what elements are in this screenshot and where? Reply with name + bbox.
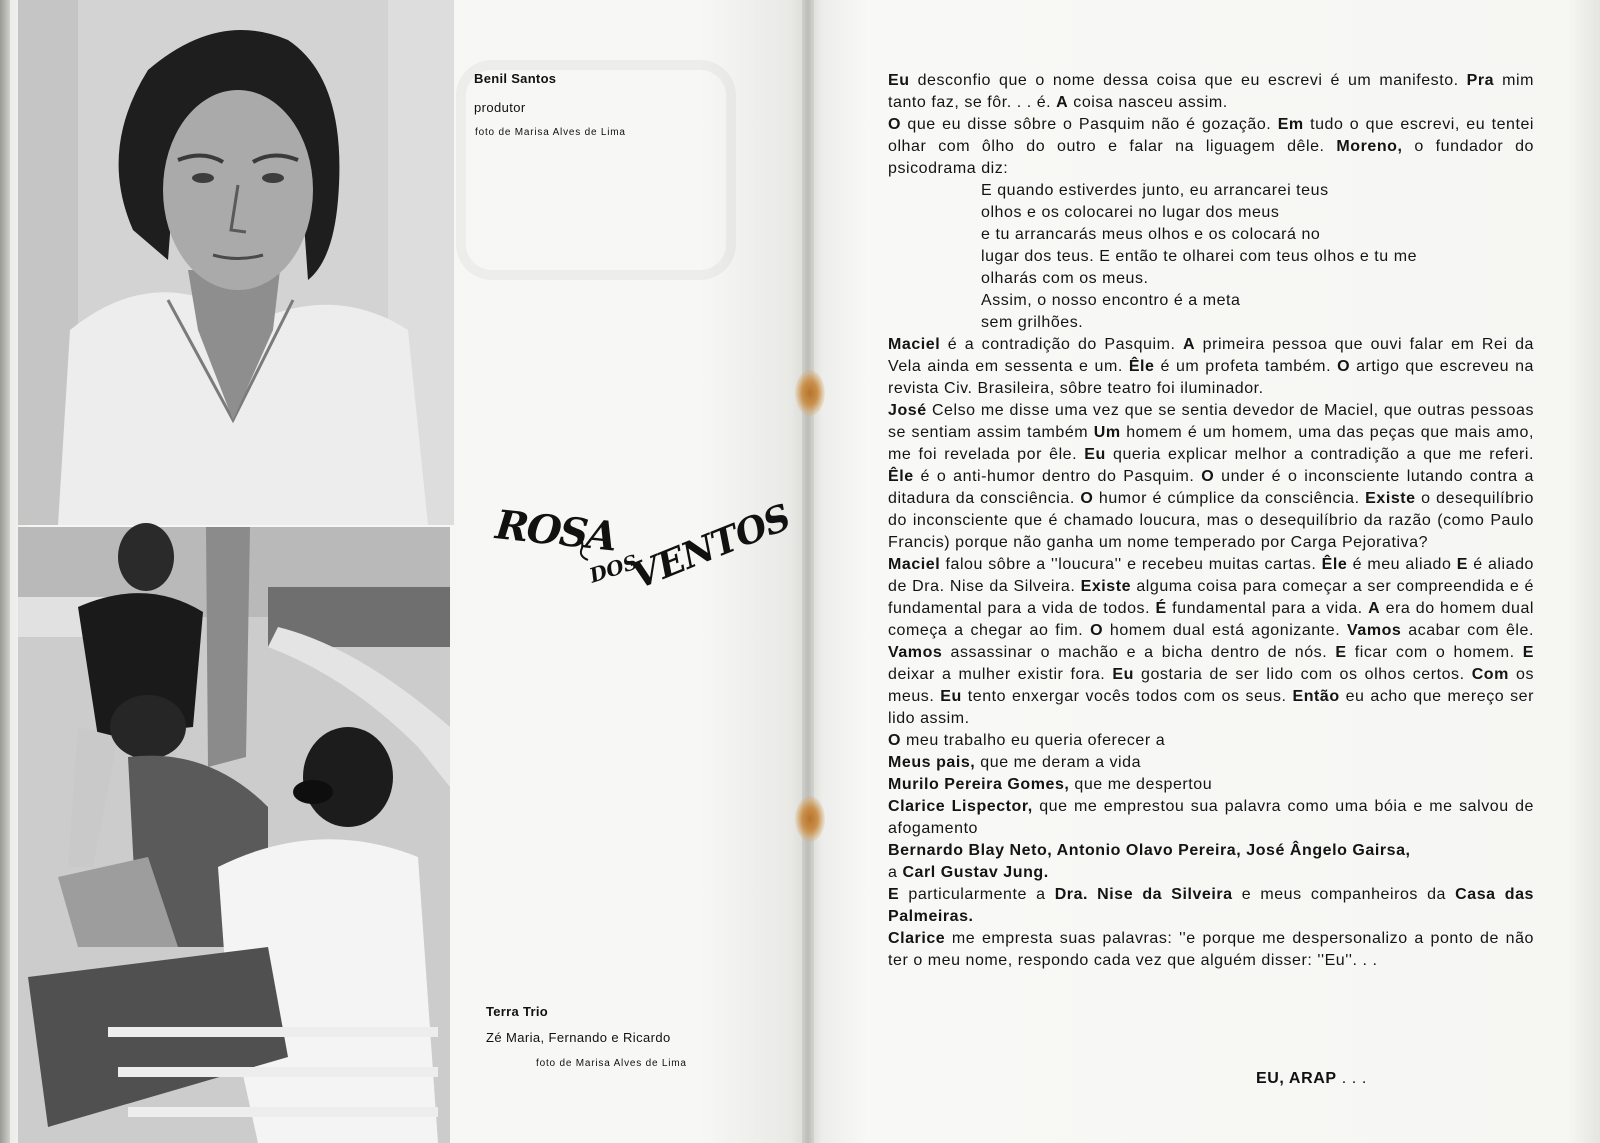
bold-run: Moreno, xyxy=(1336,138,1403,155)
bold-run: Maciel xyxy=(888,556,941,573)
photo-credit-bottom: foto de Marisa Alves de Lima xyxy=(536,1058,687,1069)
bold-run: Carl Gustav Jung. xyxy=(902,864,1049,881)
text-run: Celso me disse uma vez que se sentia devedor de Maciel, que outras pessoas se sentiam assim também xyxy=(888,402,1534,441)
bold-run: Êle xyxy=(888,468,914,485)
text-run: fundamental para a vida. xyxy=(1166,600,1369,617)
bold-run: É xyxy=(1155,600,1167,617)
group-photo xyxy=(18,527,450,1143)
text-run: gostaria de ser lido com os olhos certos. xyxy=(1133,666,1472,683)
text-run: particularmente a xyxy=(899,886,1055,903)
dedication-line xyxy=(888,774,1534,796)
text-run: under é o inconsciente lutando contra a ditadura da consciência. xyxy=(888,468,1534,507)
dedication-line xyxy=(888,862,1534,884)
text-run: queria explicar melhor a contradição a que me referi. xyxy=(1105,446,1534,463)
portrait-photo xyxy=(18,0,454,525)
text-run: ficar com o homem. xyxy=(1346,644,1523,661)
bold-run: Êle xyxy=(1128,358,1155,375)
bold-run: Clarice Lispector, xyxy=(888,798,1033,815)
text-run: artigo que escreveu na revista Civ. Brasileira, sôbre teatro foi iluminador. xyxy=(888,358,1534,397)
text-run: primeira pessoa que ouvi falar em Rei da Vela ainda em sessenta e um. xyxy=(888,336,1534,375)
caption-name-terra-trio: Terra Trio xyxy=(486,1004,549,1019)
logo-word-dos: DOS xyxy=(586,549,641,588)
book-gutter xyxy=(802,0,814,1143)
text-run: deixar a mulher existir fora. xyxy=(888,666,1113,683)
bold-run: Eu xyxy=(940,688,962,705)
bold-run: E xyxy=(1456,556,1468,573)
bold-run: Um xyxy=(1093,424,1121,441)
text-run: humor é cúmplice da consciência. xyxy=(1093,490,1366,507)
text-run: alguma coisa para começar a ser compreendida e é fundamental para a vida de todos. xyxy=(888,578,1534,617)
text-run: e meus companheiros da xyxy=(1232,886,1456,903)
bold-run: Com xyxy=(1471,666,1509,683)
bold-run: Existe xyxy=(1080,578,1132,595)
text-run: me empresta suas palavras: ''e porque me despersonalizo a ponto de não ter o meu nome, respondo cada vez que alguém disser: ''Eu''. . . xyxy=(888,930,1534,969)
text-run: o fundador do psicodrama diz: xyxy=(888,138,1535,177)
bold-run: Eu xyxy=(888,72,910,89)
bold-run: Murilo Pereira Gomes, xyxy=(888,776,1070,793)
bold-run: Então xyxy=(1292,688,1340,705)
text-run: que eu disse sôbre o Pasquim não é gozação. xyxy=(901,116,1278,133)
bold-run: E xyxy=(888,886,900,903)
text-run: tento enxergar vocês todos com os seus. xyxy=(961,688,1293,705)
bold-run: José xyxy=(888,402,927,419)
text-run: é a contradição do Pasquim. xyxy=(940,336,1183,353)
caption-role-producer: produtor xyxy=(474,100,526,115)
poem-line: olharás com os meus. xyxy=(981,270,1149,287)
bold-run: A xyxy=(1368,600,1381,617)
manifesto-text xyxy=(888,70,1534,972)
paragraph xyxy=(888,114,1534,180)
bold-run: O xyxy=(888,732,901,749)
text-run: falou sôbre a ''loucura'' e recebeu muitas cartas. xyxy=(940,556,1322,573)
text-run: tudo o que escrevi, eu tentei olhar com ôlho do outro e falar na liguagem dêle. xyxy=(888,116,1535,155)
bold-run: Existe xyxy=(1365,490,1416,507)
paragraph xyxy=(888,70,1534,114)
bold-run: Vamos xyxy=(1347,622,1402,639)
poem-line: Assim, o nosso encontro é a meta xyxy=(981,292,1241,309)
show-through-print xyxy=(456,60,736,280)
bold-run: Eu xyxy=(1084,446,1106,463)
bold-run: O xyxy=(1201,468,1215,485)
poem-line: e tu arrancarás meus olhos e os colocará no xyxy=(981,226,1321,243)
paragraph xyxy=(888,400,1534,554)
caption-members: Zé Maria, Fernando e Ricardo xyxy=(486,1030,671,1045)
caption-name-benil: Benil Santos xyxy=(474,71,557,86)
bold-run: Clarice xyxy=(888,930,946,947)
text-run: que me despertou xyxy=(1069,776,1213,793)
bold-run: Pra xyxy=(1466,72,1495,89)
dedication-line xyxy=(888,796,1534,840)
staple-rust-mark xyxy=(795,370,825,416)
bold-run: Meus pais, xyxy=(888,754,976,771)
bold-run: Maciel xyxy=(888,336,941,353)
text-run: que me deram a vida xyxy=(975,754,1142,771)
bold-run: Êle xyxy=(1321,556,1348,573)
poem-line: olhos e os colocarei no lugar dos meus xyxy=(981,204,1280,221)
text-run: eu acho que mereço ser lido assim. xyxy=(888,688,1534,727)
text-run: assassinar o machão e a bicha dentro de nós. xyxy=(942,644,1336,661)
text-run: homem dual está agonizante. xyxy=(1103,622,1348,639)
text-run: é o anti-humor dentro do Pasquim. xyxy=(913,468,1202,485)
bold-run: O xyxy=(1080,490,1094,507)
text-run: que me emprestou sua palavra como uma bóia e me salvou de afogamento xyxy=(888,798,1534,837)
poem-line: E quando estiverdes junto, eu arrancarei teus xyxy=(981,182,1329,199)
bold-run: Casa das Palmeiras. xyxy=(888,886,1534,925)
logo-word-rosa: ROSA xyxy=(493,501,618,561)
bold-run: A xyxy=(1056,94,1069,111)
paragraph xyxy=(888,334,1534,400)
text-run: homem é um homem, uma das peças que mais amo, me foi revelada por êle. xyxy=(888,424,1534,463)
signature-dots: . . . xyxy=(1336,1070,1367,1087)
bold-run: Bernardo Blay Neto, Antonio Olavo Pereira, José Ângelo Gairsa, xyxy=(888,842,1411,859)
dedication-line xyxy=(888,840,1534,862)
page-edge xyxy=(0,0,10,1143)
paragraph xyxy=(888,730,1534,752)
text-run: coisa nasceu assim. xyxy=(1068,94,1228,111)
signature-name: EU, ARAP xyxy=(1256,1070,1337,1087)
bold-run: E xyxy=(1335,644,1347,661)
text-run: é aliado de Dra. Nise da Silveira. xyxy=(888,556,1534,595)
photo-credit-top: foto de Marisa Alves de Lima xyxy=(475,127,626,138)
logo-word-ventos: VENTOS xyxy=(625,496,796,598)
text-run: o desequilíbrio do inconsciente que é chamado loucura, mas o desequilíbrio da razão (como Paulo Francis) porque não ganha um nome temperado por Carga Pejorativa? xyxy=(888,490,1534,551)
text-run: os meus. xyxy=(888,666,1535,705)
poem-line: sem grilhões. xyxy=(981,314,1084,331)
bold-run: O xyxy=(1090,622,1104,639)
rosa-dos-ventos-logo xyxy=(492,486,796,598)
bold-run: Dra. Nise da Silveira xyxy=(1054,886,1233,903)
dedication-line xyxy=(888,752,1534,774)
signature xyxy=(1256,1070,1367,1088)
text-run: é um profeta também. xyxy=(1154,358,1338,375)
text-run: a xyxy=(888,864,903,881)
bold-run: E xyxy=(1522,644,1534,661)
bold-run: Vamos xyxy=(888,644,943,661)
text-run: era do homem dual começa a chegar ao fim. xyxy=(888,600,1535,639)
dedication-line xyxy=(888,884,1534,928)
bold-run: Eu xyxy=(1112,666,1134,683)
text-run: desconfio que o nome dessa coisa que eu escrevi é um manifesto. xyxy=(909,72,1467,89)
poem-line: lugar dos teus. E então te olharei com teus olhos e tu me xyxy=(981,248,1418,265)
moreno-quote xyxy=(981,180,1534,334)
bold-run: Em xyxy=(1277,116,1304,133)
paragraph xyxy=(888,928,1534,972)
paragraph xyxy=(888,554,1534,730)
bold-run: A xyxy=(1183,336,1196,353)
bold-run: O xyxy=(1337,358,1351,375)
bold-run: O xyxy=(888,116,901,133)
staple-rust-mark xyxy=(795,796,825,842)
text-run: acabar com êle. xyxy=(1401,622,1534,639)
text-run: é meu aliado xyxy=(1347,556,1457,573)
text-run: meu trabalho eu queria oferecer a xyxy=(901,732,1166,749)
text-run: mim tanto faz, se fôr. . . é. xyxy=(888,72,1534,111)
